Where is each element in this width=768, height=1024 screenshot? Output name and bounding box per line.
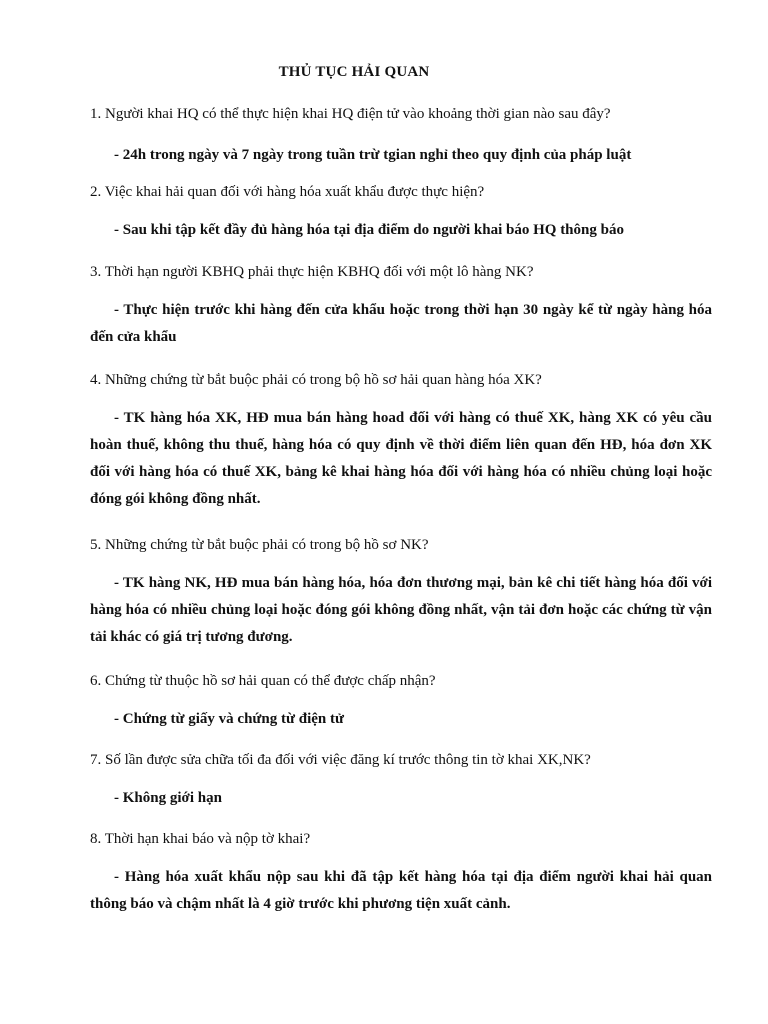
question-5: 5. Những chứng từ bắt buộc phải có trong bộ hồ sơ NK? <box>90 537 429 553</box>
question-1: 1. Người khai HQ có thể thực hiện khai HQ điện tử vào khoảng thời gian nào sau đây? <box>90 106 611 122</box>
answer-4: - TK hàng hóa XK, HĐ mua bán hàng hoad đối với hàng có thuế XK, hàng XK có yêu cầu hoàn thuế, không thu thuế, hàng hóa có quy định về thời điểm liên quan đến HĐ, hóa đơn XK đối với hàng hóa có thuế XK, bảng kê khai hàng hóa đối với hàng hóa có nhiều chủng loại hoặc đóng gói không đồng nhất. <box>90 410 712 507</box>
question-4: 4. Những chứng từ bắt buộc phải có trong bộ hồ sơ hải quan hàng hóa XK? <box>90 372 542 388</box>
qa-item-4 <box>90 370 712 513</box>
answer-2: - Sau khi tập kết đầy đủ hàng hóa tại địa điểm do người khai báo HQ thông báo <box>114 222 624 238</box>
answer-5: - TK hàng NK, HĐ mua bán hàng hóa, hóa đơn thương mại, bản kê chi tiết hàng hóa đối với hàng hóa có nhiều chủng loại hoặc đóng gói không đồng nhất, vận tải đơn hoặc các chứng từ vận tải khác có giá trị tương đương. <box>90 575 712 645</box>
question-6: 6. Chứng từ thuộc hồ sơ hải quan có thể được chấp nhận? <box>90 673 436 689</box>
answer-3: - Thực hiện trước khi hàng đến cửa khẩu hoặc trong thời hạn 30 ngày kể từ ngày hàng hóa đến cửa khẩu <box>90 302 712 345</box>
qa-item-6 <box>90 671 712 733</box>
answer-8: - Hàng hóa xuất khẩu nộp sau khi đã tập kết hàng hóa tại địa điểm người khai hải quan thông báo và chậm nhất là 4 giờ trước khi phương tiện xuất cảnh. <box>90 869 712 912</box>
answer-6: - Chứng từ giấy và chứng từ điện tử <box>114 711 345 727</box>
qa-item-5 <box>90 535 712 651</box>
question-3: 3. Thời hạn người KBHQ phải thực hiện KBHQ đối với một lô hàng NK? <box>90 264 534 280</box>
question-7: 7. Số lần được sửa chữa tối đa đối với việc đăng kí trước thông tin tờ khai XK,NK? <box>90 752 591 768</box>
question-8: 8. Thời hạn khai báo và nộp tờ khai? <box>90 831 311 847</box>
answer-7: - Không giới hạn <box>114 790 222 806</box>
answer-1: - 24h trong ngày và 7 ngày trong tuần trừ tgian nghỉ theo quy định của pháp luật <box>114 147 632 163</box>
qa-item-7 <box>90 750 712 812</box>
qa-item-3 <box>90 262 712 351</box>
document-title: THỦ TỤC HẢI QUAN <box>278 64 430 80</box>
qa-item-2 <box>90 182 712 244</box>
question-2: 2. Việc khai hải quan đối với hàng hóa xuất khẩu được thực hiện? <box>90 184 485 200</box>
qa-item-1 <box>90 104 712 169</box>
qa-item-8 <box>90 829 712 918</box>
